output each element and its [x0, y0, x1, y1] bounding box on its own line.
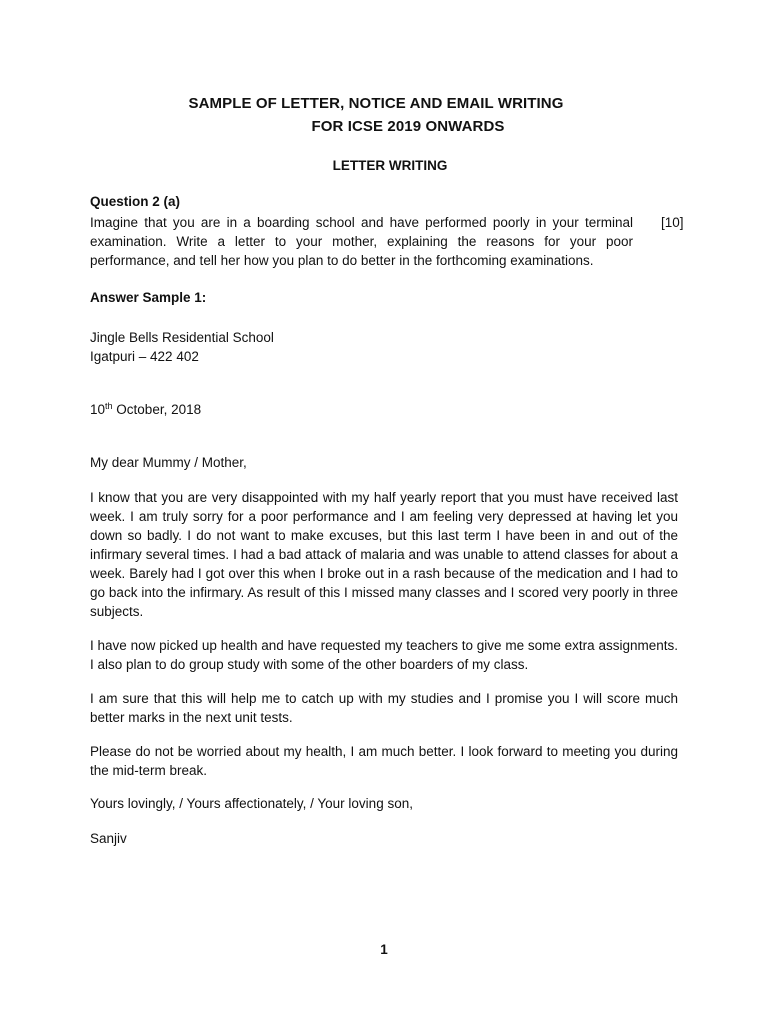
address-line-2: Igatpuri – 422 402	[90, 349, 199, 364]
page-number: 1	[380, 942, 388, 957]
salutation: My dear Mummy / Mother,	[90, 455, 247, 470]
letter-closing: Yours lovingly, / Yours affectionately, / Your loving son,	[90, 796, 413, 811]
letter-paragraph-4: Please do not be worried about my health, I am much better. I look forward to meeting you during the mid-term break.	[90, 744, 678, 778]
address-line-1: Jingle Bells Residential School	[90, 330, 274, 345]
document-title-line2: FOR ICSE 2019 ONWARDS	[311, 118, 505, 135]
date-month-year: October, 2018	[112, 402, 202, 417]
answer-label: Answer Sample 1:	[90, 290, 207, 305]
letter-paragraph-2: I have now picked up health and have requested my teachers to give me some extra assignments. I also plan to do group study with some of the other boarders of my class.	[90, 638, 678, 672]
letter-signature: Sanjiv	[90, 831, 127, 846]
question-label: Question 2 (a)	[90, 194, 181, 209]
date-suffix: th	[105, 401, 113, 411]
letter-date	[90, 400, 201, 419]
date-day: 10	[90, 402, 106, 417]
letter-paragraph-3: I am sure that this will help me to catch up with my studies and I promise you I will score much better marks in the next unit tests.	[90, 691, 678, 725]
letter-paragraph-1: I know that you are very disappointed with my half yearly report that you must have received last week. I am truly sorry for a poor performance and I am feeling very depressed at having let you down so badly. I do not want to make excuses, but this last term I have been in and out of the infirmary several times. I had a bad attack of malaria and was unable to attend classes for about a week. Barely had I got over this when I broke out in a rash because of the medication and I had to go back into the infirmary. As result of this I missed many classes and I scored very poorly in three subjects.	[90, 490, 678, 619]
question-text: Imagine that you are in a boarding school and have performed poorly in your terminal examination. Write a letter to your mother, explaining the reasons for your poor performance, and tell her how you plan to do better in the forthcoming examinations.	[90, 215, 633, 268]
document-title-line1: SAMPLE OF LETTER, NOTICE AND EMAIL WRITING	[188, 95, 564, 112]
section-heading: LETTER WRITING	[332, 158, 448, 173]
question-marks: [10]	[661, 215, 684, 230]
